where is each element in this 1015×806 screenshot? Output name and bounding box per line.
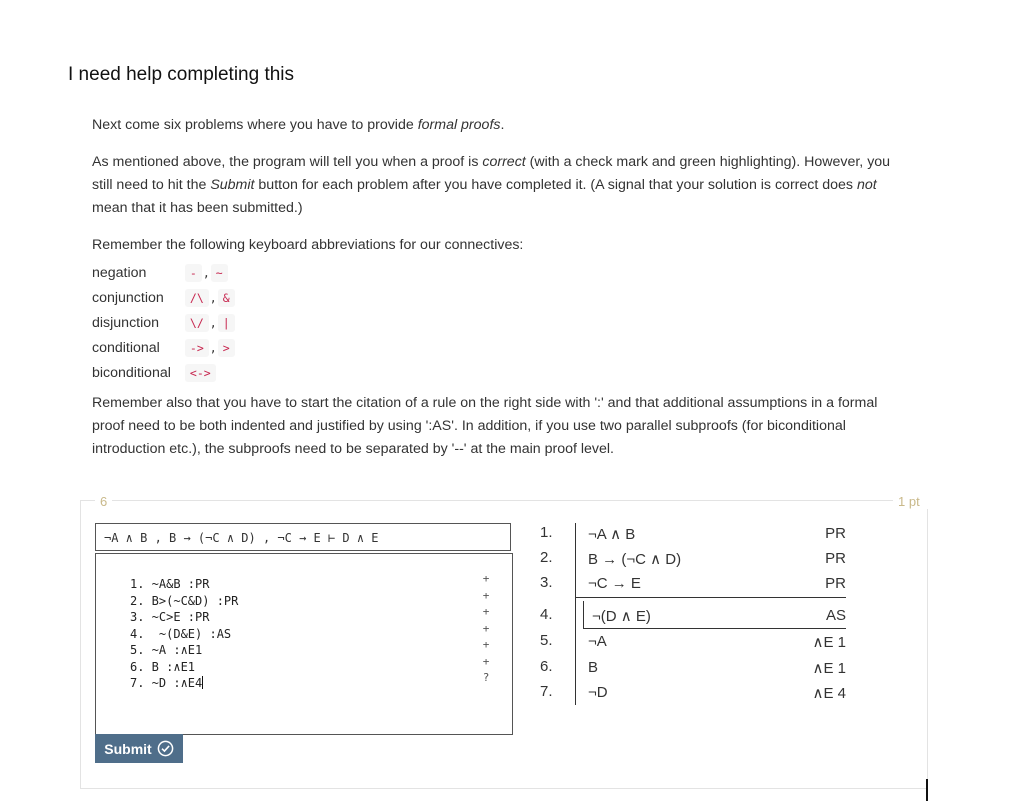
- check-circle-icon: [157, 740, 174, 757]
- connective-abbr: -: [185, 264, 202, 282]
- proof-line-justification: PR: [825, 525, 846, 542]
- proof-line-formula: ¬(D ∧ E): [592, 608, 651, 625]
- connective-abbr: |: [218, 314, 235, 332]
- proof-line-number: 5.: [540, 632, 553, 649]
- line-status: +: [482, 654, 490, 668]
- connective-abbr: /\: [185, 289, 209, 307]
- proof-line-formula: B: [588, 659, 599, 676]
- connective-name: conjunction: [92, 290, 164, 306]
- proof-line-formula: ¬D: [588, 684, 608, 701]
- subproof-divider: [583, 628, 846, 629]
- submit-label: Submit: [104, 740, 152, 757]
- proof-scope-line: [575, 523, 576, 705]
- line-status-column: [481, 571, 491, 687]
- instructions: [92, 114, 892, 461]
- abbreviations-intro: Remember the following keyboard abbreviations for our connectives:: [92, 237, 524, 253]
- editor-lines[interactable]: [130, 576, 238, 692]
- premise-divider: [575, 597, 846, 598]
- proof-line-number: 7.: [540, 683, 553, 700]
- proof-line-justification: AS: [825, 607, 846, 624]
- connective-row: [92, 361, 235, 386]
- connective-abbr: >: [218, 339, 235, 357]
- proof-line-formula: ¬A: [588, 633, 607, 650]
- proof-line-justification: ∧E 1: [812, 634, 846, 651]
- proof-line-formula: B → (¬C ∧ D): [588, 551, 682, 568]
- editor-line[interactable]: 3. ~C>E :PR: [130, 610, 210, 624]
- page-title: I need help completing this: [68, 64, 295, 85]
- premises-display: ¬A ∧ B , B → (¬C ∧ D) , ¬C → E ⊢ D ∧ E: [95, 523, 511, 551]
- proof-line-justification: PR: [825, 550, 846, 567]
- editor-line[interactable]: 6. B :∧E1: [130, 659, 196, 674]
- connective-abbr: &: [218, 289, 235, 307]
- proof-line-number: 6.: [540, 658, 553, 675]
- proof-line-formula: ¬A ∧ B: [588, 526, 636, 543]
- correctness-paragraph: As mentioned above, the program will tell you when a proof is correct (with a check mark and green highlighting). However, you still need to hit the Submit button for each problem after you have completed it. (A signal that your solution is correct does not mean that it has been submitted.): [92, 154, 891, 216]
- connective-name: biconditional: [92, 365, 171, 381]
- connective-abbr: <->: [185, 364, 216, 382]
- line-status: +: [482, 588, 490, 602]
- connective-name: disjunction: [92, 315, 160, 331]
- problem-number: 6: [95, 494, 112, 509]
- proof-line-formula: ¬C → E: [588, 575, 641, 592]
- editor-line[interactable]: 4. ~(D&E) :AS: [130, 626, 232, 641]
- connective-name: negation: [92, 265, 147, 281]
- problem-points: 1 pt: [893, 494, 931, 509]
- editor-line[interactable]: 5. ~A :∧E1: [130, 643, 203, 657]
- connectives-table: [92, 261, 235, 386]
- proof-line-justification: PR: [825, 575, 846, 592]
- line-status: +: [482, 605, 490, 618]
- line-status: +: [482, 621, 490, 635]
- connective-abbr: ~: [211, 264, 228, 282]
- rendered-proof: [530, 520, 850, 710]
- connective-row: conditional -> , >: [92, 336, 235, 361]
- text-cursor: [926, 779, 928, 801]
- submit-button[interactable]: [95, 734, 183, 763]
- connective-abbr: \/: [185, 314, 209, 332]
- text-caret: [202, 676, 203, 689]
- connective-abbr: ->: [185, 339, 209, 357]
- proof-line-number: 4.: [540, 606, 553, 623]
- editor-line[interactable]: 1. ~A&B :PR: [130, 577, 210, 591]
- subproof-scope-line: [583, 601, 584, 629]
- proof-line-number: 1.: [540, 524, 553, 541]
- proof-line-number: 3.: [540, 574, 553, 591]
- proof-editor[interactable]: [95, 553, 513, 735]
- intro-paragraph: Next come six problems where you have to provide formal proofs.: [92, 117, 505, 133]
- line-status: +: [482, 638, 490, 651]
- proof-line-justification: ∧E 1: [812, 660, 846, 677]
- rules-paragraph: Remember also that you have to start the citation of a rule on the right side with ':' and that additional assumptions in a formal proof need to be both indented and justified by using ':AS'. In addition, if you use two parallel subproofs (for biconditional introduction etc.), the subproofs need to be separated by '--' at the main proof level.: [92, 395, 878, 457]
- line-status: +: [482, 572, 490, 585]
- proof-line-justification: ∧E 4: [812, 685, 846, 702]
- editor-line[interactable]: 2. B>(~C&D) :PR: [130, 593, 239, 608]
- connective-name: conditional: [92, 340, 160, 356]
- connective-row: negation - , ~: [92, 261, 235, 286]
- editor-line-current[interactable]: 7. ~D :∧E4: [130, 676, 203, 690]
- connective-row: conjunction /\ , &: [92, 286, 235, 311]
- line-status: ?: [482, 671, 490, 684]
- connective-row: disjunction \/ , |: [92, 311, 235, 336]
- proof-line-number: 2.: [540, 549, 553, 566]
